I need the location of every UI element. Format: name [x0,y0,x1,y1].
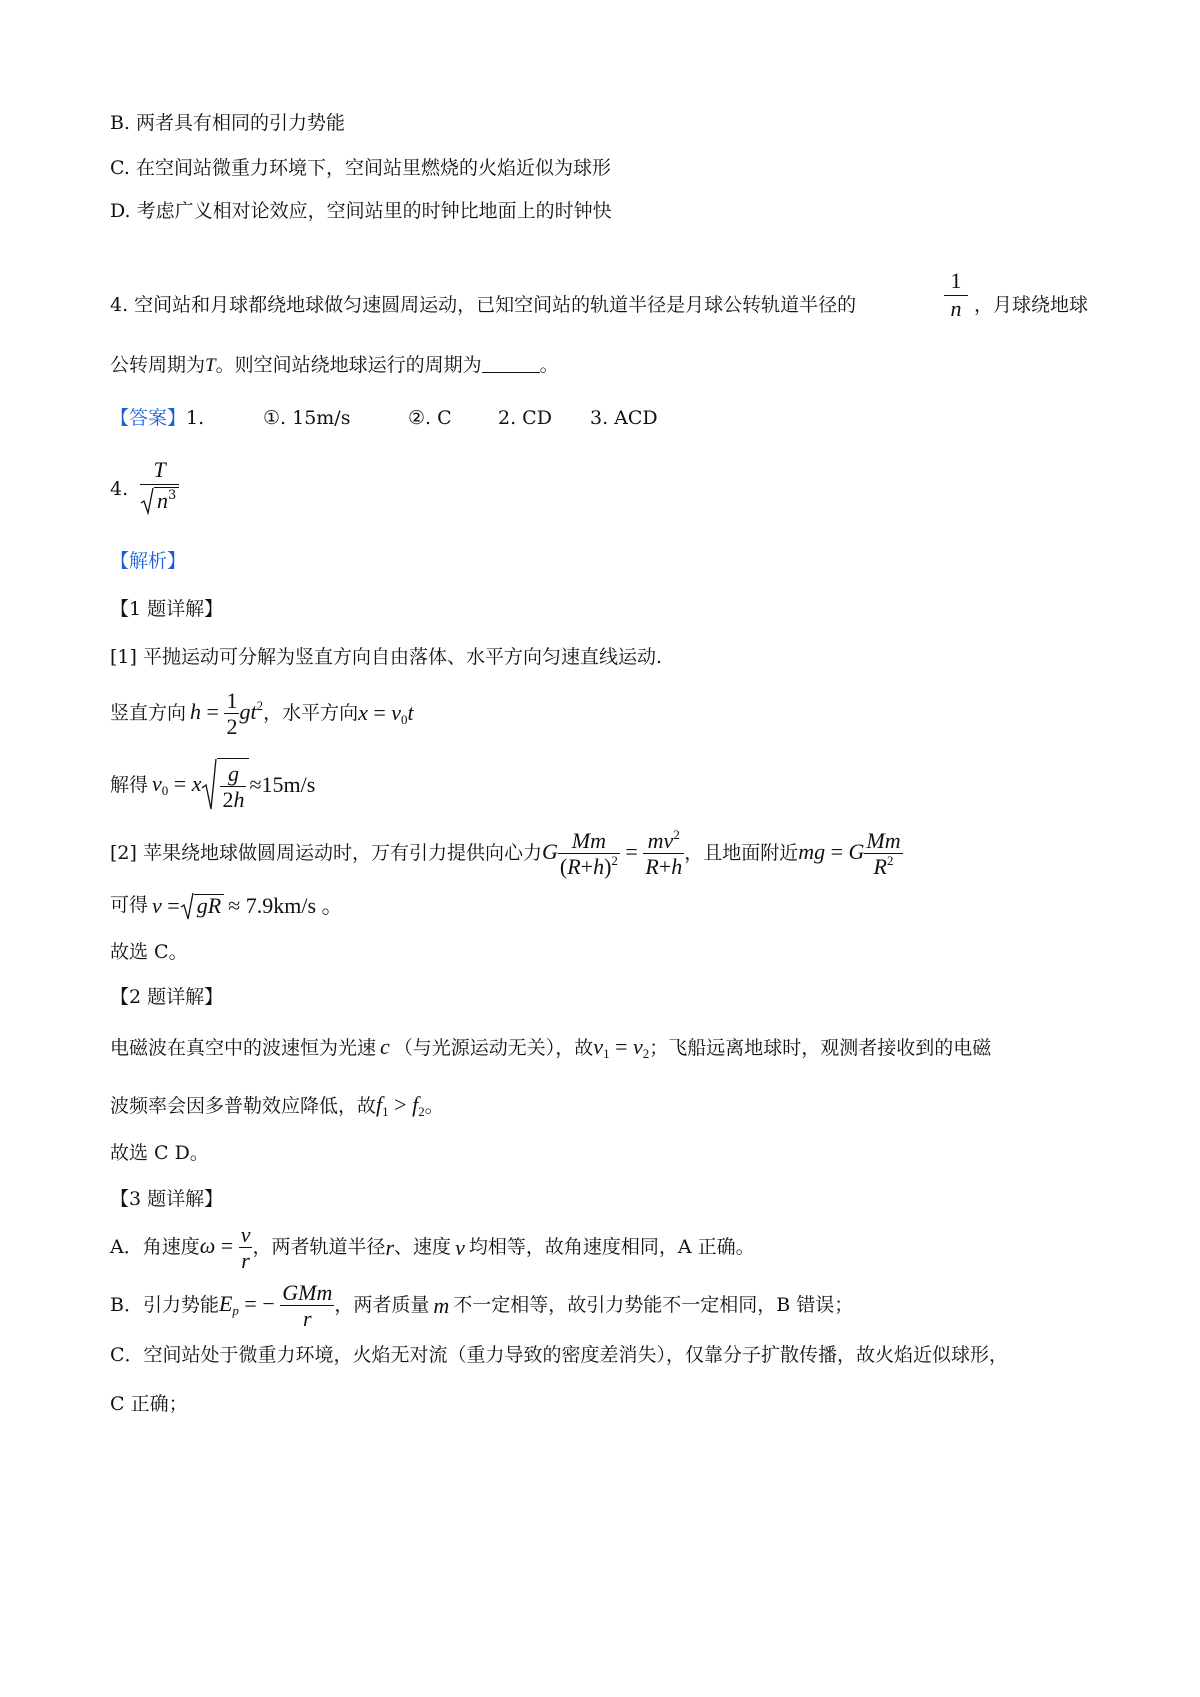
s3-text-g: 不一定相等，故引力势能不一定相同，B 错误； [453,1294,854,1317]
vertical-label: 竖直方向 [110,702,187,725]
var-r: r [385,1234,395,1260]
formula-v0: $v_0 = x$ [152,771,202,799]
section-3-line2 [110,1280,853,1332]
s3-text-c: 、速度 [394,1236,452,1259]
answer-tag: 【答案】 [110,407,187,429]
answer-4-fraction [140,459,179,514]
s3-text-a: A．角速度 [110,1236,200,1259]
sqrt-sign-icon [180,892,194,920]
s2-text-a: 电磁波在真空中的波速恒为光速 [110,1037,377,1059]
section-1-line5 [110,894,344,917]
s2-text-e: 波频率会因多普勒效应降低，故 [110,1095,377,1117]
result-7-9: ≈ 7.9km/s 。 [228,892,344,918]
formula-f1-f2: $f_1 > f_2$ [376,1092,425,1119]
solve-label: 解得 [110,773,149,796]
sqrt-g-over-2h: $\frac{g}{2h}$ [201,758,249,813]
section-3-line3: C．空间站处于微重力环境，火焰无对流（重力导致的密度差消失），仅靠分子扩散传播，故火焰近似球形， [110,1344,1009,1366]
question-4-text-b: ，月球绕地球 [974,294,1089,316]
answer-4-label: 4. [110,478,129,500]
section-1-line3 [110,758,315,813]
answer-1-label: 1. [186,407,205,429]
var-m: m [433,1292,450,1318]
s2-text-f: 。 [424,1095,444,1117]
s2-text-b: （与光源运动无关），故 [393,1037,594,1059]
fraction-numerator: 1 [944,270,968,296]
formula-mg: mg = G $\frac{Mm}{R^2}$ [798,828,901,880]
result-15: ≈15m/s [249,772,316,798]
question-4-text-c: 公转周期为 [110,354,206,376]
horizontal-label: ，水平方向 [263,702,359,725]
answer-blank [482,356,540,373]
s2-text-d: ；飞船远离地球时，观测者接收到的电磁 [649,1037,992,1059]
analysis-tag: 【解析】 [110,550,187,572]
option-c: C. 在空间站微重力环境下，空间站里燃烧的火焰近似为球形 [110,157,611,179]
fraction-denominator: n [950,296,962,321]
question-4-text-d: 。则空间站绕地球运行的周期为 [215,354,482,376]
formula-v: v = [152,892,180,918]
sqrt-sign-icon [201,758,217,810]
question-4-text-a: 4. 空间站和月球都绕地球做匀速圆周运动，已知空间站的轨道半径是月球公转轨道半径的 [110,294,857,316]
section-3-heading: 【3 题详解】 [110,1188,224,1210]
formula-x: $x = v_0t$ [358,699,414,727]
formula-gravity: G $\frac{Mm}{(R+h)^2}$ = $\frac{mv^2}{R+h}$ [541,827,683,880]
section-2-heading: 【2 题详解】 [110,986,224,1008]
question-4-fraction [944,270,968,322]
section-1-heading: 【1 题详解】 [110,598,224,620]
option-b: B. 两者具有相同的引力势能 [110,112,346,134]
question-4-line2 [110,356,559,375]
exponent-3: 3 [168,488,177,503]
sqrt-gR: gR [180,894,224,917]
section-2-choice: 故选 C D。 [110,1142,209,1164]
s3-text-b: ，两者轨道半径 [252,1236,386,1259]
answer-4-denominator [140,487,179,514]
option-d: D. 考虑广义相对论效应，空间站里的时钟比地面上的时钟快 [110,200,612,222]
formula-h: h = $\frac{1}{2}$ $gt^2$ [190,688,264,740]
answer-3: 3. ACD [590,407,658,429]
obtain-label: 可得 [110,894,149,916]
surface-label: ，且地面附近 [684,842,799,865]
answer-line [110,409,204,428]
s3-text-e: B．引力势能 [110,1294,219,1317]
var-T: T [205,355,216,376]
answer-1b: ②. C [408,407,452,429]
section-3-line1 [110,1222,755,1274]
section-2-line1 [110,1036,991,1060]
var-c: c [380,1034,390,1059]
section-1-line2 [110,688,414,740]
question-4-text-e: 。 [539,354,559,376]
sqrt-sign-icon [140,487,154,515]
question-4-line1 [110,296,856,315]
section-1-choice: 故选 C。 [110,941,188,963]
answer-2: 2. CD [498,407,552,429]
section-1-line4 [110,828,903,880]
formula-ep: $E_p$ = − $\frac{\text{GMm}}{r}$ [218,1280,333,1332]
section-1-line1: [1] 平抛运动可分解为竖直方向自由落体、水平方向匀速直线运动. [110,646,662,668]
s3-text-d: 均相等，故角速度相同，A 正确。 [468,1236,755,1259]
var-v: v [455,1234,465,1260]
var-n: n [157,488,168,513]
gravity-label: [2] 苹果绕地球做圆周运动时，万有引力提供向心力 [110,842,542,865]
section-3-line4: C 正确； [110,1393,188,1415]
answer-4-numerator: T [140,459,179,485]
answer-1a: ①. 15m/s [263,407,351,429]
section-2-line2 [110,1094,444,1118]
s3-text-f: ，两者质量 [334,1294,430,1317]
formula-omega: ω = $\frac{v}{r}$ [199,1222,251,1274]
formula-v1-v2: $v_1 = v_2$ [593,1034,650,1061]
